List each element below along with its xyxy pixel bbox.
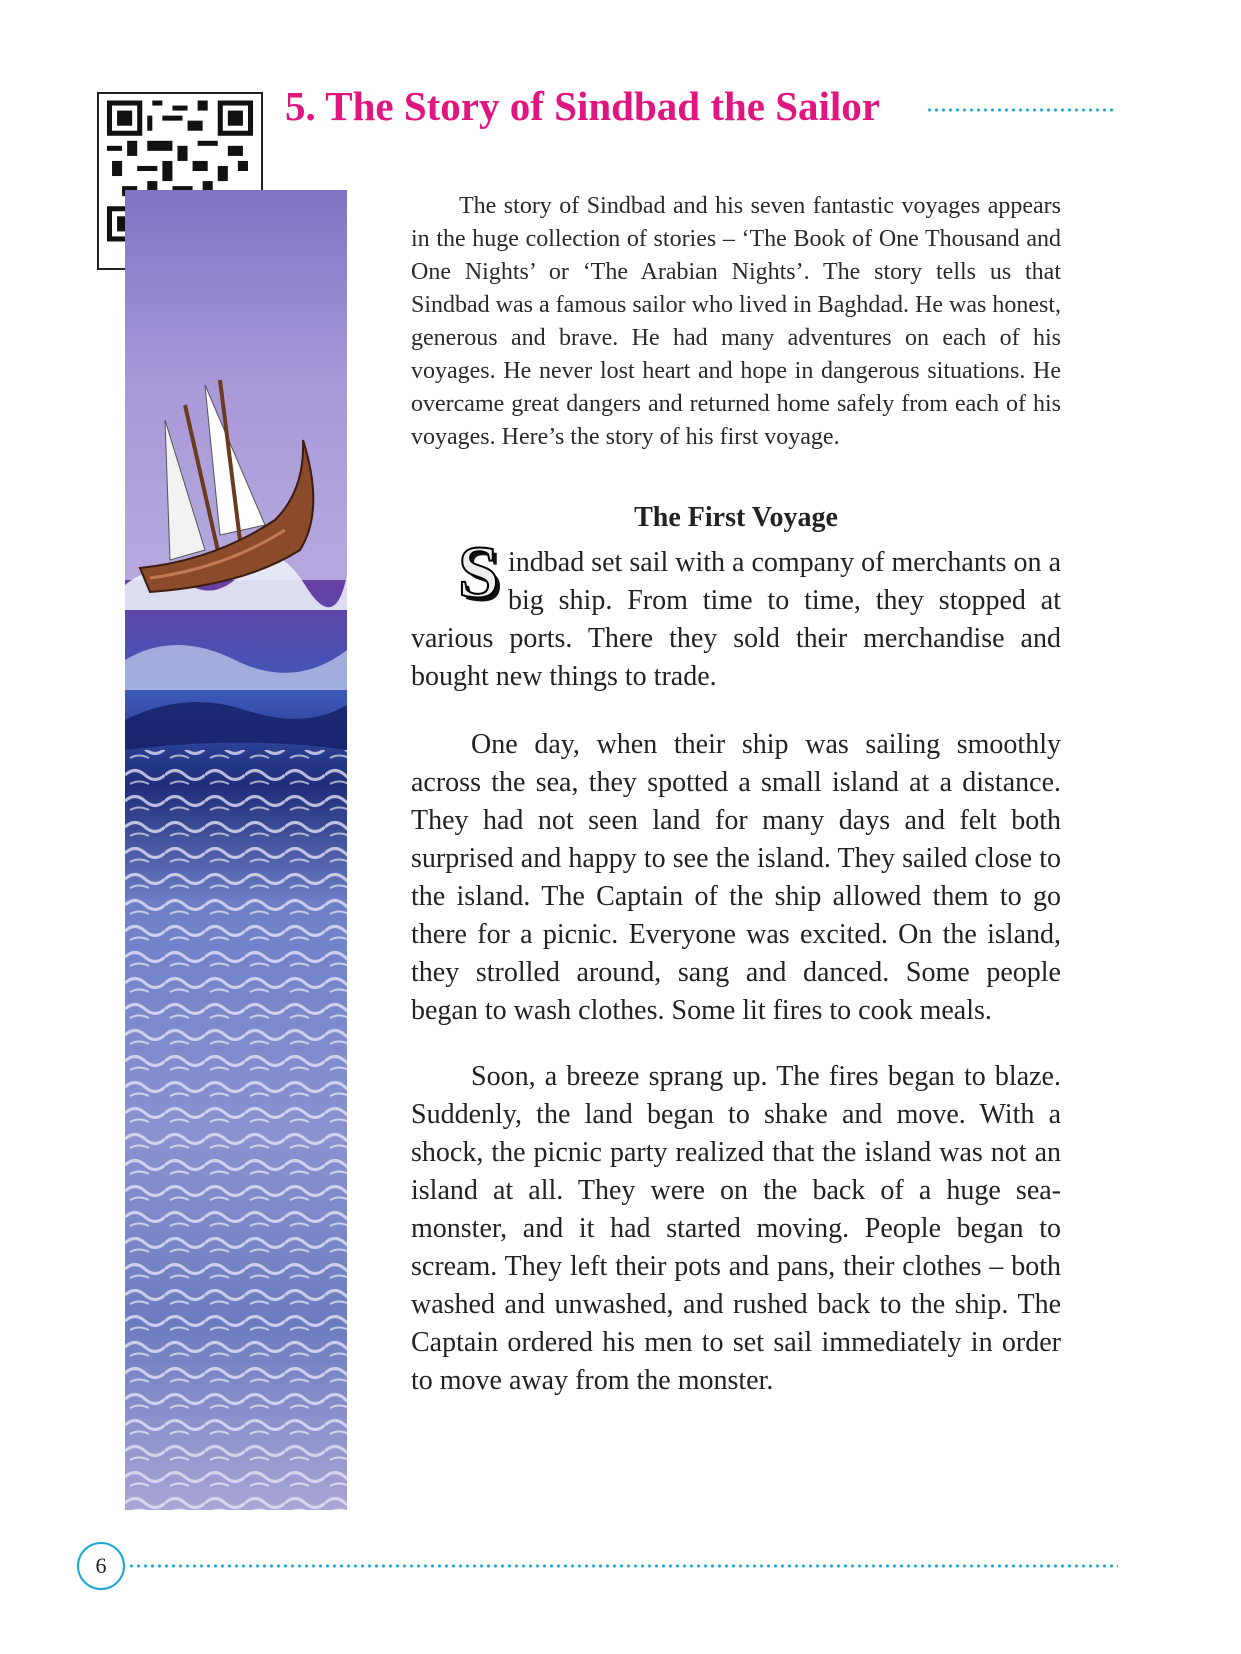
sea-ship-illustration: [125, 190, 347, 1510]
paragraph-2: One day, when their ship was sailing smoothly across the sea, they spotted a small island at a distance. They had not seen land for many days and felt both surprised and happy to see the island. They sailed close to the island. The Captain of the ship allowed them to go there for a picnic. Everyone was excited. On the island, they strolled around, sang and danced. Some people began to wash clothes. Some lit fires to cook meals.: [411, 729, 1061, 1026]
title-dotted-rule: [926, 108, 1116, 112]
section-heading: The First Voyage: [634, 502, 838, 533]
story-content: [411, 190, 1061, 1428]
intro-paragraph: The story of Sindbad and his seven fantastic voyages appears in the huge collection of stories – ‘The Book of One Thousand and One Nights’ or ‘The Arabian Nights’. The story tells us that Sindbad was a famous sailor who lived in Baghdad. He was honest, generous and brave. He had many adventures on each of his voyages. He never lost heart and hope in dangerous situations. He overcame great dangers and returned home safely from each of his voyages. Here’s the story of his first voyage.: [411, 193, 1061, 450]
paragraph-1-text: indbad set sail with a company of merchants on a big ship. From time to time, they stopped at various ports. There they sold their merchandise and bought new things to trade.: [411, 547, 1061, 692]
drop-cap: S: [458, 532, 500, 614]
page-number: 6: [77, 1542, 125, 1590]
paragraph-3: Soon, a breeze sprang up. The fires began to blaze. Suddenly, the land began to shake and move. With a shock, the picnic party realized that the island was not an island at all. They were on the back of a huge sea-monster, and it had started moving. People began to scream. They left their pots and pans, their clothes – both washed and unwashed, and rushed back to the ship. The Captain ordered his men to set sail immediately in order to move away from the monster.: [411, 1061, 1061, 1396]
paragraph-1: [411, 532, 1061, 696]
page-title: 5. The Story of Sindbad the Sailor: [285, 83, 881, 129]
footer-dotted-rule: [128, 1564, 1118, 1568]
